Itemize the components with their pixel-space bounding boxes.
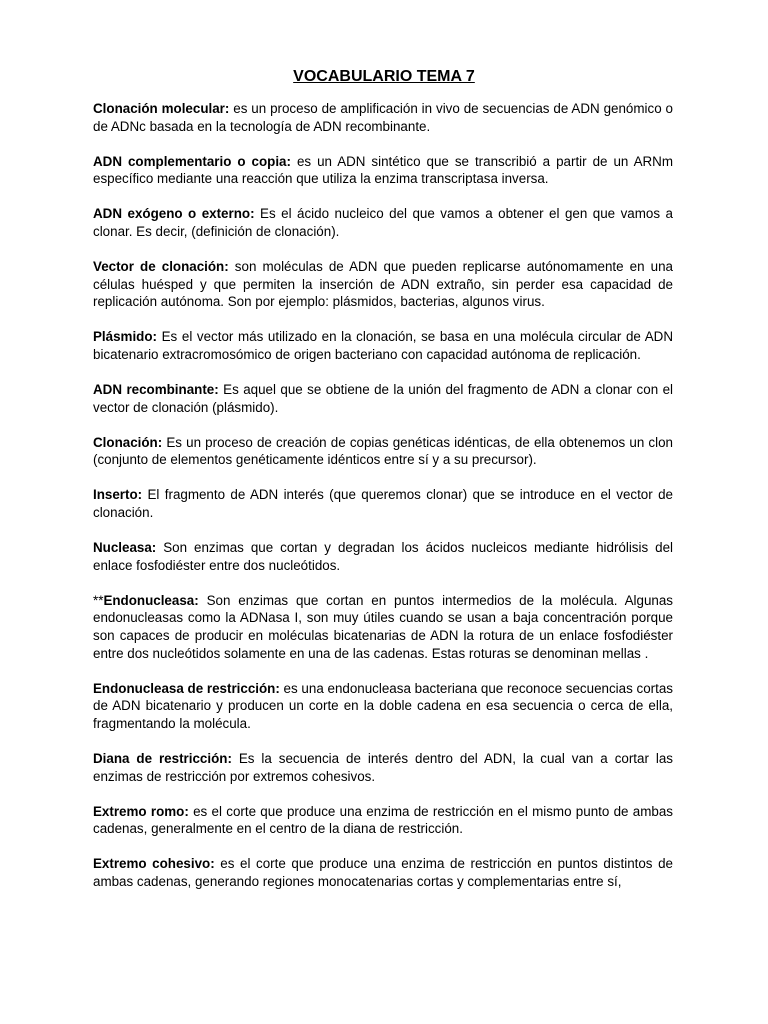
entry-term: Plásmido: (93, 329, 157, 345)
entry-term: Diana de restricción: (93, 750, 232, 766)
vocabulary-entry (93, 258, 673, 311)
entry-definition: Son enzimas que cortan en puntos intermedios de la molécula. Algunas endonucleasas como la ADNasa I, son muy útiles cuando se usan a baja concentración porque son capaces de producir en moléculas bicatenarias de ADN la rotura de un enlace fosfodiéster entre dos nucleótidos solamente en una de las cadenas. Estas roturas se denominan mellas . (93, 592, 673, 661)
entry-definition: Es la secuencia de interés dentro del ADN, la cual van a cortar las enzimas de restricción por extremos cohesivos. (93, 750, 673, 784)
vocabulary-entry (93, 100, 673, 135)
document-title: VOCABULARIO TEMA 7 (293, 68, 475, 85)
vocabulary-entry (93, 486, 673, 521)
vocabulary-entry (93, 153, 673, 188)
entry-term: Vector de clonación: (93, 259, 229, 275)
entry-definition: Son enzimas que cortan y degradan los ácidos nucleicos mediante hidrólisis del enlace fosfodiéster entre dos nucleótidos. (93, 540, 673, 573)
entry-term: Endonucleasa de restricción: (93, 680, 280, 696)
entry-definition: es un proceso de amplificación in vivo de secuencias de ADN genómico o de ADNc basada en la tecnología de ADN recombinante. (93, 101, 673, 134)
entry-term: Clonación molecular: (93, 101, 230, 116)
vocabulary-entry (93, 205, 673, 240)
entry-prefix: ** (93, 592, 104, 608)
vocabulary-entry (93, 592, 673, 662)
entry-definition: Es aquel que se obtiene de la unión del fragmento de ADN a clonar con el vector de clonación (plásmido). (93, 382, 673, 415)
entry-definition: Es el ácido nucleico del que vamos a obtener el gen que vamos a clonar. Es decir, (definición de clonación). (93, 206, 673, 239)
entry-definition: es una endonucleasa bacteriana que reconoce secuencias cortas de ADN bicatenario y producen un corte en la doble cadena en esa secuencia o cerca de ella, fragmentando la molécula. (93, 680, 673, 731)
entry-definition: es un ADN sintético que se transcribió a partir de un ARNm específico mediante una reacción que utiliza la enzima transcriptasa inversa. (93, 153, 673, 187)
entry-definition: es el corte que produce una enzima de restricción en puntos distintos de ambas cadenas, generando regiones monocatenarias cortas y complementarias entre sí, (93, 856, 673, 889)
vocabulary-entry (93, 855, 673, 890)
vocabulary-entry (93, 434, 673, 469)
entry-definition: son moléculas de ADN que pueden replicarse autónomamente en una células huésped y que permiten la inserción de ADN extraño, sin perder esa capacidad de replicación autónoma. Son por ejemplo: plásmidos, bacterias, algunos virus. (93, 259, 673, 310)
entry-term: ADN recombinante: (93, 382, 219, 398)
vocabulary-entry (93, 328, 673, 363)
vocabulary-entry (93, 750, 673, 785)
entry-definition: es el corte que produce una enzima de restricción en el mismo punto de ambas cadenas, generalmente en el centro de la diana de restricción. (93, 803, 673, 837)
entry-definition: El fragmento de ADN interés (que queremos clonar) que se introduce en el vector de clonación. (93, 487, 673, 520)
entry-definition: Es un proceso de creación de copias genéticas idénticas, de ella obtenemos un clon (conjunto de elementos genéticamente idénticos entre sí y a su precursor). (93, 434, 673, 468)
vocabulary-list (93, 100, 673, 908)
entry-term: Endonucleasa: (103, 592, 199, 608)
entry-definition: Es el vector más utilizado en la clonación, se basa en una molécula circular de ADN bicatenario extracromosómico de origen bacteriano con capacidad autónoma de replicación. (93, 329, 673, 362)
entry-term: Inserto: (93, 487, 143, 503)
entry-term: ADN exógeno o externo: (93, 206, 255, 222)
entry-term: ADN complementario o copia: (93, 153, 291, 169)
entry-term: Extremo romo: (93, 803, 189, 819)
vocabulary-entry (93, 539, 673, 574)
vocabulary-entry (93, 381, 673, 416)
vocabulary-entry (93, 680, 673, 733)
entry-term: Nucleasa: (93, 540, 157, 556)
entry-term: Clonación: (93, 434, 163, 450)
vocabulary-entry (93, 803, 673, 838)
entry-term: Extremo cohesivo: (93, 856, 215, 872)
